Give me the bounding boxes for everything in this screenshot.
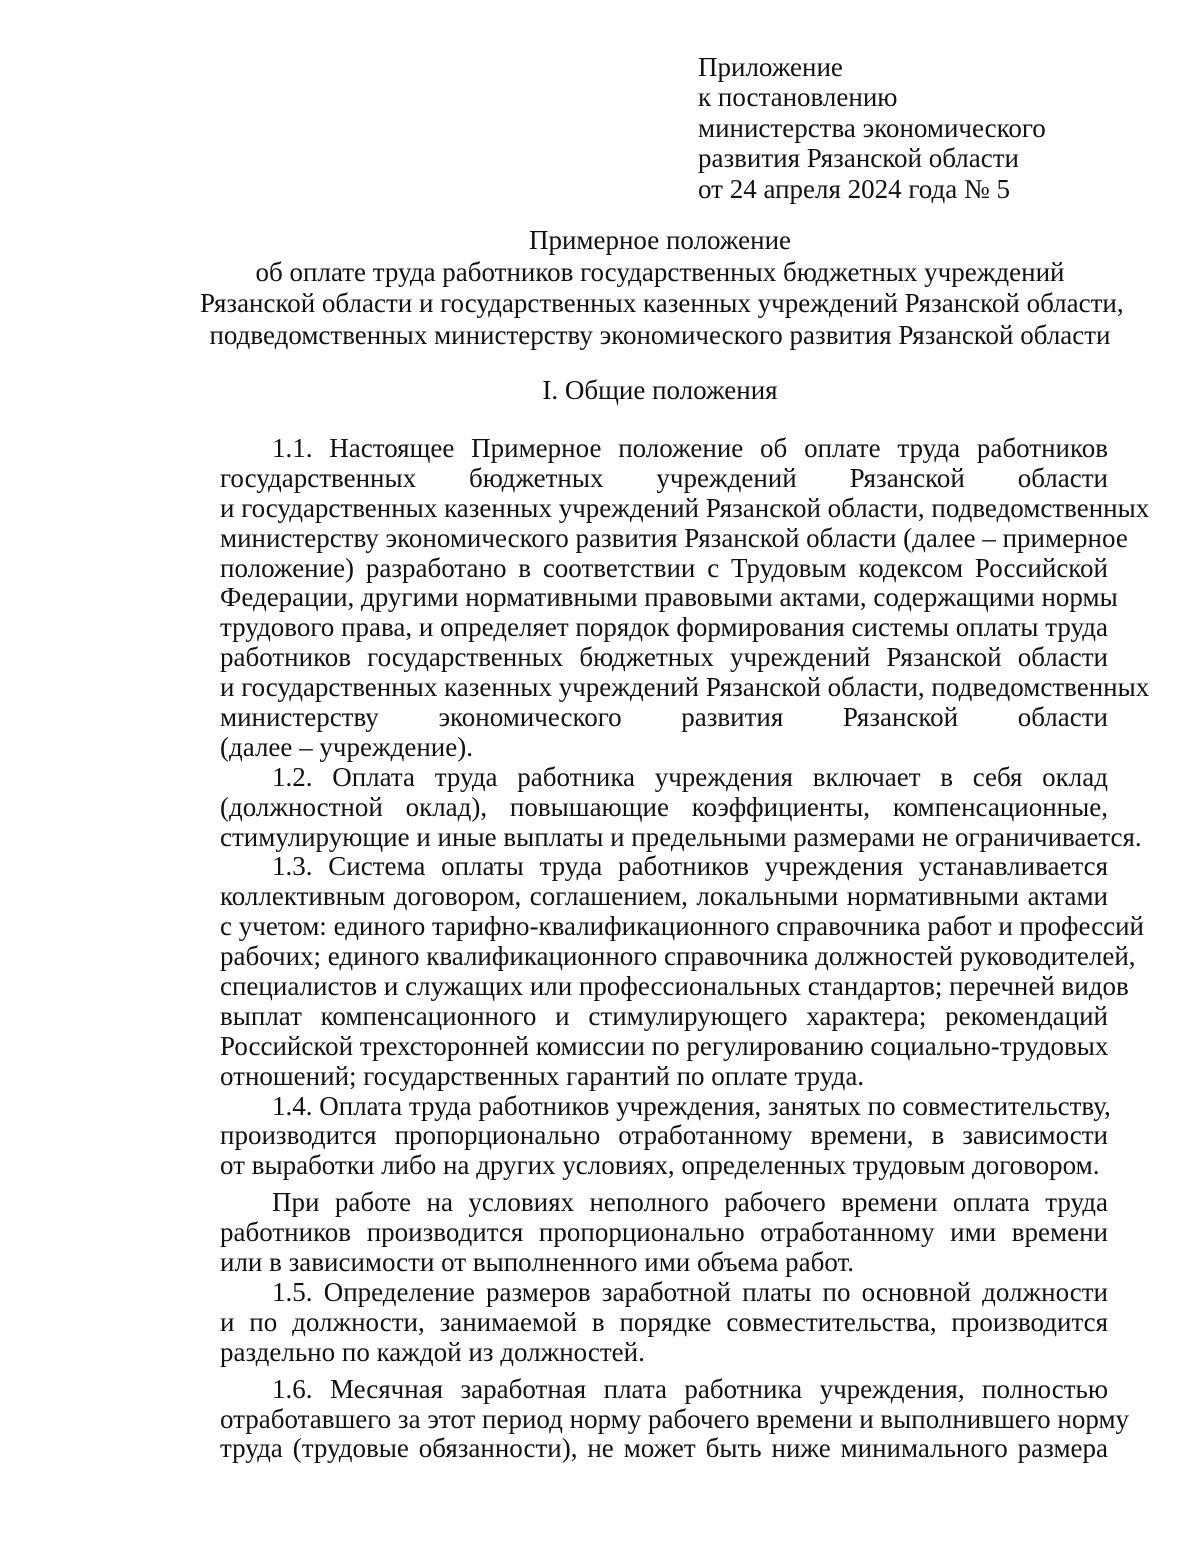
paragraph-line: 1.4. Оплата труда работников учреждения, занятых по совместительству,	[272, 1090, 1111, 1121]
paragraph-line: 1.3. Система оплаты труда работников учреждения устанавливается	[272, 851, 1108, 882]
paragraph-line: отработавшего за этот период норму рабочего времени и выполнившего норму	[220, 1403, 1130, 1434]
paragraph-line: работников государственных бюджетных учреждений Рязанской области	[220, 642, 1108, 673]
paragraph-line: министерству экономического развития Рязанской области (далее – примерное	[220, 522, 1128, 553]
paragraph-line: (далее – учреждение).	[220, 731, 473, 762]
paragraph-line: стимулирующие и иные выплаты и предельными размерами не ограничивается.	[220, 821, 1142, 852]
paragraph-line: или в зависимости от выполненного ими объема работ.	[220, 1247, 855, 1278]
title-line: подведомственных министерству экономического развития Рязанской области	[209, 319, 1111, 350]
paragraph-line: положение) разработано в соответствии с Трудовым кодексом Российской	[220, 552, 1108, 583]
paragraph-line: 1.2. Оплата труда работника учреждения включает в себя оклад	[272, 761, 1108, 792]
paragraph-part-time	[220, 1188, 1108, 1278]
paragraph-line: специалистов и служащих или профессиональных стандартов; перечней видов	[220, 971, 1129, 1002]
paragraph-1-2	[220, 761, 1142, 853]
title-line: Рязанской области и государственных казенных учреждений Рязанской области,	[200, 288, 1124, 318]
paragraph-line: работников производится пропорционально отработанному ими времени	[220, 1217, 1108, 1248]
paragraph-line: (должностной оклад), повышающие коэффициенты, компенсационные,	[220, 791, 1108, 822]
paragraph-line: Российской трехсторонней комиссии по регулированию социально-трудовых	[220, 1030, 1109, 1061]
document-title	[200, 225, 1124, 351]
paragraph-line: министерству экономического развития Рязанской области	[220, 702, 1108, 733]
appendix-line: к постановлению	[698, 82, 898, 113]
paragraph-line: производится пропорционально отработанному времени, в зависимости	[220, 1120, 1108, 1151]
paragraph-line: и государственных казенных учреждений Рязанской области, подведомственных	[220, 672, 1150, 703]
title-line: об оплате труда работников государственных бюджетных учреждений	[255, 256, 1065, 287]
paragraph-line: труда (трудовые обязанности), не может быть ниже минимального размера	[220, 1433, 1108, 1464]
document-body	[220, 433, 1150, 1464]
title-line: Примерное положение	[528, 225, 792, 255]
appendix-line: министерства экономического	[698, 112, 1046, 143]
paragraph-line: выплат компенсационного и стимулирующего характера; рекомендаций	[220, 1000, 1108, 1031]
paragraph-line: отношений; государственных гарантий по оплате труда.	[220, 1060, 865, 1091]
paragraph-1-5	[220, 1278, 1108, 1368]
paragraph-1-3	[220, 851, 1144, 1091]
paragraph-line: с учетом: единого тарифно-квалификационного справочника работ и профессий	[220, 911, 1144, 942]
appendix-line: Приложение	[698, 52, 843, 82]
paragraph-line: При работе на условиях неполного рабочего времени оплата труда	[272, 1187, 1108, 1218]
paragraph-line: и по должности, занимаемой в порядке совместительства, производится	[220, 1306, 1108, 1337]
paragraph-line: 1.6. Месячная заработная плата работника учреждения, полностью	[272, 1373, 1108, 1404]
paragraph-line: трудового права, и определяет порядок формирования системы оплаты труда	[220, 612, 1108, 643]
paragraph-line: государственных бюджетных учреждений Рязанской области	[220, 462, 1108, 493]
paragraph-line: 1.1. Настоящее Примерное положение об оплате труда работников	[272, 433, 1108, 463]
paragraph-line: Федерации, другими нормативными правовыми актами, содержащими нормы	[220, 582, 1118, 613]
paragraph-line: от выработки либо на других условиях, определенных трудовым договором.	[220, 1150, 1100, 1181]
paragraph-1-4	[220, 1090, 1111, 1182]
section-heading: I. Общие положения	[542, 375, 778, 405]
paragraph-line: раздельно по каждой из должностей.	[220, 1336, 645, 1367]
paragraph-line: коллективным договором, соглашением, локальными нормативными актами	[220, 881, 1108, 912]
paragraph-1-1	[220, 433, 1150, 763]
paragraph-1-6	[220, 1373, 1130, 1465]
appendix-block	[698, 52, 1158, 204]
appendix-line: от 24 апреля 2024 года № 5	[698, 173, 1011, 204]
paragraph-line: 1.5. Определение размеров заработной платы по основной должности	[272, 1276, 1108, 1307]
paragraph-line: рабочих; единого квалификационного справочника должностей руководителей,	[220, 941, 1136, 972]
paragraph-line: и государственных казенных учреждений Рязанской области, подведомственных	[220, 492, 1150, 523]
appendix-line: развития Рязанской области	[698, 143, 1019, 174]
